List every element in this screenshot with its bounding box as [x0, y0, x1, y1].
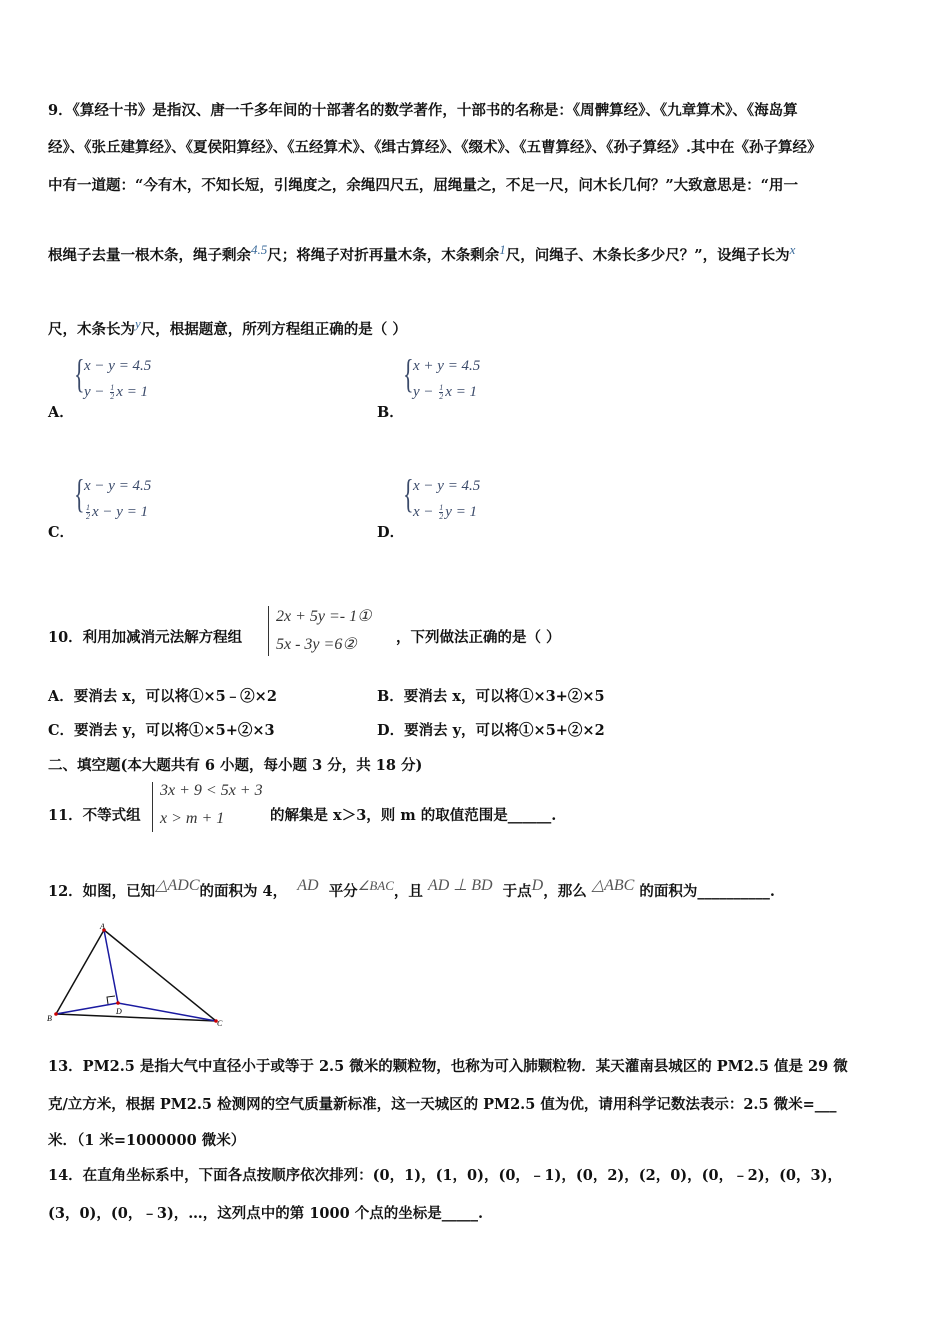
brace-icon: { — [74, 471, 85, 516]
q13-line-3: 米．（1 米=1000000 微米） — [48, 1132, 246, 1149]
q11-prefix: 11．不等式组 — [48, 807, 141, 824]
q10-option-c[interactable]: C．要消去 y，可以将①×5+②×3 — [48, 722, 275, 739]
q9-math-y: y — [135, 316, 141, 331]
section-heading: 二、填空题(本大题共有 6 小题，每小题 3 分，共 18 分) — [48, 757, 423, 774]
q9-text: 尺；将绳子对折再量木条，木条剩余 — [267, 246, 500, 264]
q12-math: ∠BAC — [357, 878, 394, 893]
brace-icon: { — [403, 471, 414, 516]
q12-text: 于点 — [502, 882, 532, 900]
q12-text: 平分 — [328, 882, 358, 900]
brace-bar — [152, 782, 153, 832]
q12-line — [48, 876, 775, 902]
q14-line-2: (3，0)，(0，﹣3)，…，这列点中的第 1000 个点的坐标是_____. — [48, 1205, 484, 1222]
q9-math-rope-extra: 4.5 — [251, 242, 268, 257]
q12-text: 12．如图，已知 — [48, 882, 156, 900]
q10-prefix: 10．利用加减消元法解方程组 — [48, 629, 243, 646]
q10-option-a[interactable]: A．要消去 x，可以将①×5﹣②×2 — [48, 688, 277, 705]
q13-line-2: 克/立方米，根据 PM2.5 检测网的空气质量新标准，这一天城区的 PM2.5 值为优，请用科学记数法表示：2.5 微米=___ — [48, 1096, 837, 1113]
q13-line-1: 13．PM2.5 是指大气中直径小于或等于 2.5 微米的颗粒物，也称为可入肺颗粒物．某天灌南县城区的 PM2.5 值是 29 微 — [48, 1058, 848, 1075]
q10-suffix: ，下列做法正确的是（ ） — [396, 629, 561, 646]
q9-line-5 — [48, 314, 407, 340]
label-c: C — [217, 1019, 223, 1028]
brace-icon: { — [403, 351, 414, 396]
q12-math: D — [531, 877, 544, 894]
right-angle-mark — [107, 996, 115, 1004]
q9-option-a-label[interactable]: A． — [48, 404, 74, 421]
label-a: A — [100, 922, 105, 931]
q9-text: 尺，根据题意，所列方程组正确的是（ ） — [140, 320, 407, 338]
inequality: x > m + 1 — [160, 810, 225, 827]
equation: x − y = 4.5 — [84, 478, 152, 494]
equation: $\frac{1}{2}$ x − y = 1 — [86, 503, 149, 522]
q9-text: 根绳子去量一根木条，绳子剩余 — [48, 246, 251, 264]
q12-text: ，那么 — [543, 882, 587, 900]
side-bc — [56, 1014, 216, 1021]
q9-option-b-label[interactable]: B． — [377, 404, 404, 421]
q12-math: AD — [297, 877, 319, 894]
q12-triangle-figure — [40, 920, 240, 1035]
q12-text: 的面积为 4， — [199, 882, 288, 900]
equation: x − y = 4.5 — [84, 358, 152, 374]
brace-bar — [268, 606, 269, 656]
q10-option-d[interactable]: D．要消去 y，可以将①×5+②×2 — [377, 722, 605, 739]
q12-math: △ABC — [591, 877, 635, 894]
q12-math: AD ⊥ BD — [427, 877, 493, 894]
q9-line-2: 经》、《张丘建算经》、《夏侯阳算经》、《五经算术》、《缉古算经》、《缀术》、《五曹算经》、《孙子算经》.其中在《孙子算经》 — [48, 139, 822, 156]
brace-icon: { — [74, 351, 85, 396]
q12-text: ，且 — [393, 882, 423, 900]
q9-line-4 — [48, 240, 795, 266]
q10-option-b[interactable]: B．要消去 x，可以将①×3+②×5 — [377, 688, 605, 705]
point-b — [54, 1012, 58, 1016]
q9-line-3: 中有一道题：“今有木，不知长短，引绳度之，余绳四尺五，屈绳量之，不足一尺，问木长几何？”大致意思是：“用一 — [48, 177, 799, 194]
equation: 2x + 5y =- 1① — [276, 608, 372, 625]
segment-ad — [104, 930, 118, 1003]
equation: x − y = 4.5 — [413, 478, 481, 494]
equation: 5x - 3y =6② — [276, 636, 357, 653]
q9-text: 尺，木条长为 — [48, 320, 135, 338]
label-b: B — [47, 1014, 52, 1023]
q9-option-c-label[interactable]: C． — [48, 524, 75, 541]
label-d: D — [116, 1007, 122, 1016]
q9-line-1: 9．《算经十书》是指汉、唐一千多年间的十部著名的数学著作，十部书的名称是：《周髀算经》、《九章算术》、《海岛算 — [48, 102, 798, 119]
segment-bd — [56, 1003, 118, 1014]
inequality: 3x + 9 < 5x + 3 — [160, 782, 263, 799]
q11-suffix: 的解集是 x＞3，则 m 的取值范围是______. — [270, 807, 557, 824]
side-ab — [56, 930, 104, 1014]
equation: x − $\frac{1}{2}$ y = 1 — [413, 503, 478, 522]
q9-text: 尺，问绳子、木条长多少尺？”，设绳子长为 — [505, 246, 790, 264]
point-d — [116, 1001, 120, 1005]
equation: x + y = 4.5 — [413, 358, 481, 374]
q12-math: △ADC — [155, 877, 200, 894]
q9-math-wood-extra: 1 — [499, 242, 506, 257]
q9-option-d-label[interactable]: D． — [377, 524, 405, 541]
q12-text: 的面积为__________. — [639, 882, 775, 900]
equation: y − $\frac{1}{2}$ x = 1 — [413, 383, 478, 402]
q14-line-1: 14．在直角坐标系中，下面各点按顺序依次排列：(0，1)，(1，0)，(0，﹣1)，(0，2)，(2，0)，(0，﹣2)，(0，3)， — [48, 1167, 842, 1184]
q9-math-x: x — [789, 242, 796, 257]
equation: y − $\frac{1}{2}$ x = 1 — [84, 383, 149, 402]
